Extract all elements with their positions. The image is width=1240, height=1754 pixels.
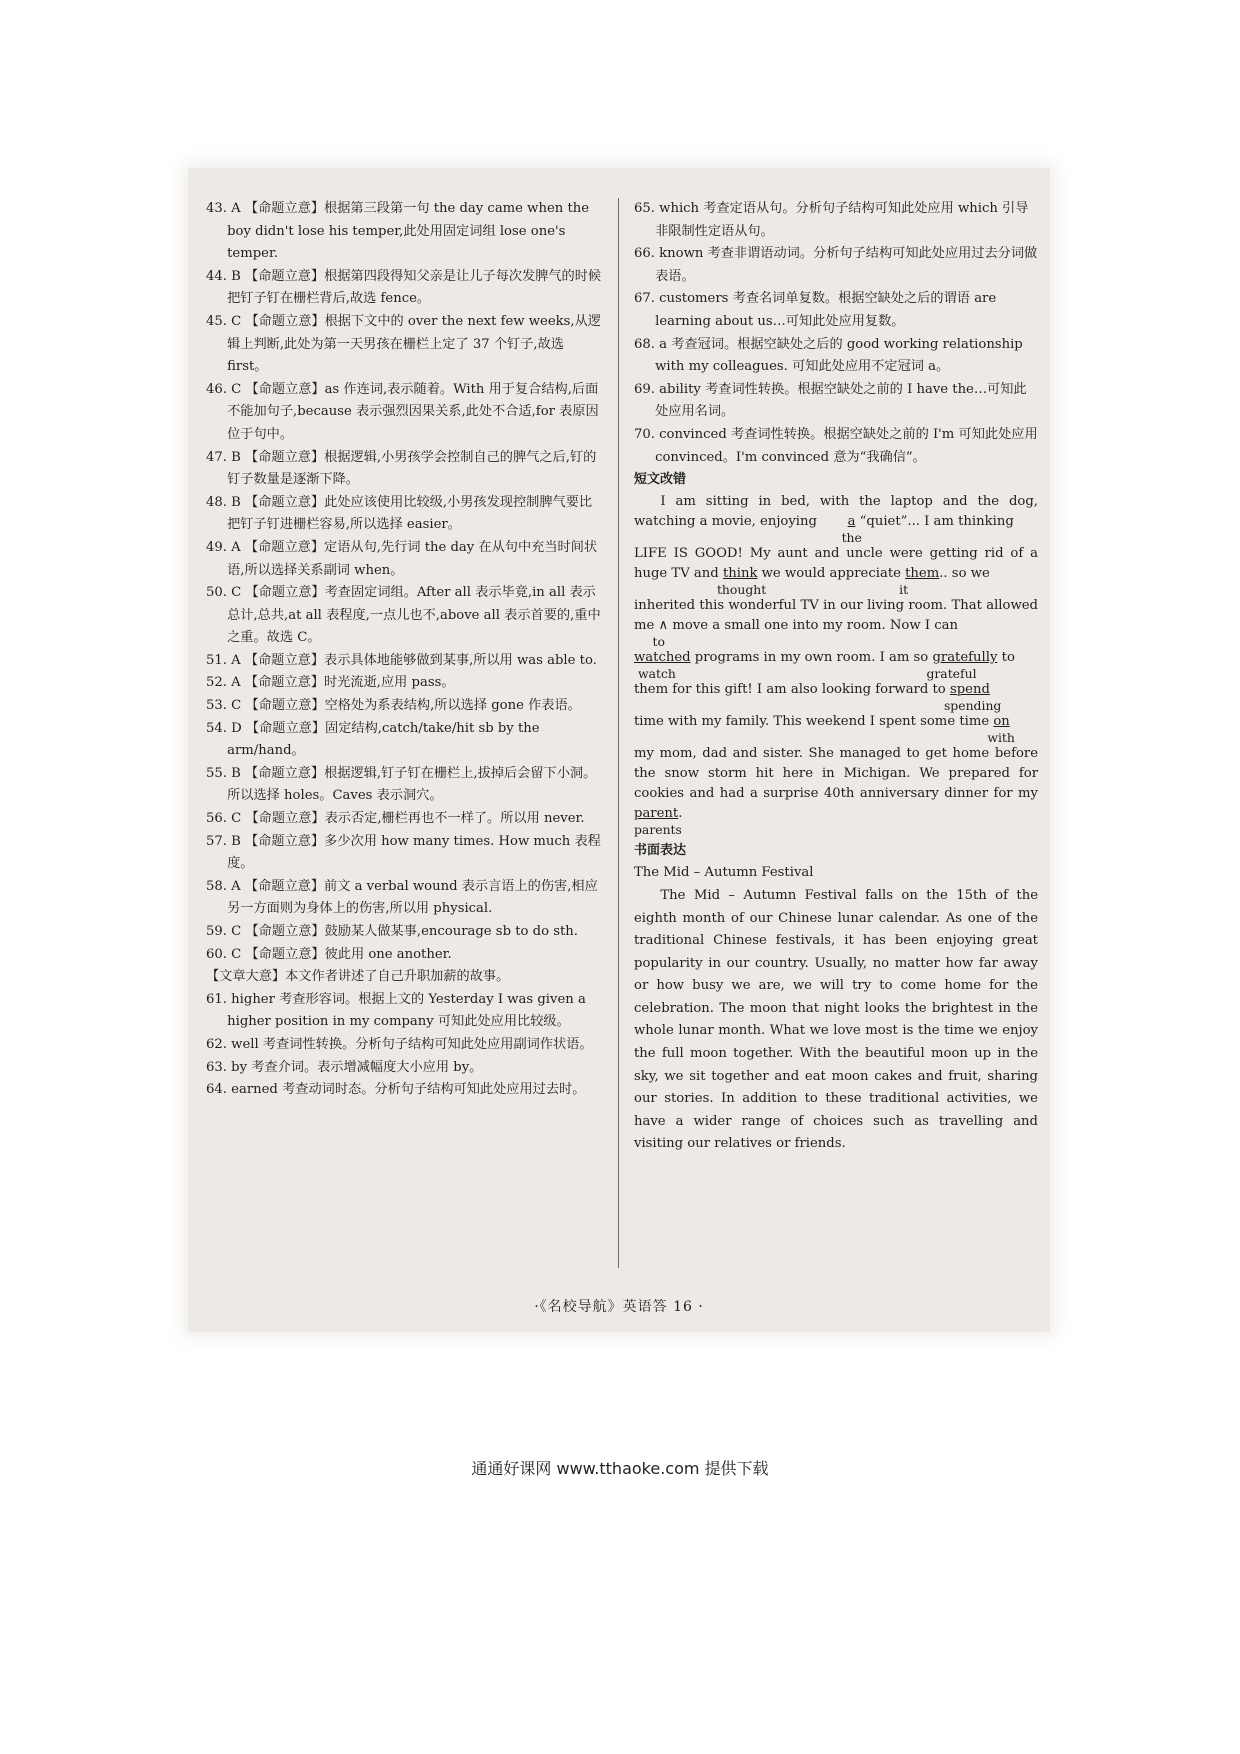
wrong-word: spend: [949, 681, 990, 697]
wrong-word: parent: [634, 805, 679, 821]
answer-item: 54. D 【命题立意】固定结构,catch/take/hit sb by the arm/hand。: [206, 720, 540, 759]
column-divider: [618, 198, 619, 1268]
answer-item: 52. A 【命题立意】时光流逝,应用 pass。: [206, 675, 455, 691]
answer-item: 43. A 【命题立意】根据第三段第一句 the day came when the boy didn't lose his temper,此处用固定词组 lose one's temper.: [206, 201, 590, 262]
answer-item: 62. well 考查词性转换。分析句子结构可知此处应用副词作状语。: [206, 1036, 593, 1052]
correction-line: inherited this wonderful TV in our living room. That allowed me ∧ to move a small one into my room. Now I can: [634, 596, 1038, 636]
answer-item: 65. which 考查定语从句。分析句子结构可知此处应用 which 引导非限制性定语从句。: [634, 201, 1029, 239]
answer-item: 55. B 【命题立意】根据逻辑,钉子钉在栅栏上,拔掉后会留下小洞。所以选择 holes。Caves 表示洞穴。: [206, 765, 597, 804]
right-column: [634, 198, 1038, 1156]
fix-word: the: [841, 529, 862, 545]
correction-line: my mom, dad and sister. She managed to get home before the snow storm hit here in Michigan. We prepared for cookies and had a surprise 40th anniversary dinner for my parent parents .: [634, 744, 1038, 824]
writing-heading: 书面表达: [634, 842, 687, 858]
left-column: [206, 198, 604, 1102]
wrong-word: on: [993, 713, 1010, 729]
answer-item: 47. B 【命题立意】根据逻辑,小男孩学会控制自己的脾气之后,钉的钉子数量是逐渐下降。: [206, 449, 597, 488]
answer-item: 60. C 【命题立意】彼此用 one another.: [206, 946, 452, 962]
download-note: 通通好课网 www.tthaoke.com 提供下载: [471, 1459, 769, 1478]
answer-item: 59. C 【命题立意】鼓励某人做某事,encourage sb to do sth.: [206, 924, 578, 939]
fix-word: watch: [638, 665, 676, 681]
answer-item: 49. A 【命题立意】定语从句,先行词 the day 在从句中充当时间状语,所以选择关系副词 when。: [206, 539, 598, 578]
essay-title: The Mid – Autumn Festival: [634, 865, 814, 881]
answer-item: 50. C 【命题立意】考查固定词组。After all 表示毕竟,in all 表示总计,总共,at all 表程度,一点儿也不,above all 表示首要的,重中之重。故选 C。: [206, 585, 601, 646]
answer-item: 45. C 【命题立意】根据下文中的 over the next few weeks,从逻辑上判断,此处为第一天男孩在栅栏上定了 37 个钉子,故选 first。: [206, 313, 601, 375]
page-footer: ·《名校导航》英语答 16 ·: [534, 1299, 704, 1315]
correction-line: I am sitting in bed, with the laptop and the dog, watching a movie, enjoying a the “quiet”... I am thinking: [634, 492, 1038, 532]
correction-line: time with my family. This weekend I spent some time on with: [634, 712, 1038, 732]
wrong-word: them: [905, 565, 940, 581]
fix-word: to: [652, 633, 665, 649]
answer-item: 64. earned 考查动词时态。分析句子结构可知此处应用过去时。: [206, 1082, 586, 1098]
correction-line: LIFE IS GOOD! My aunt and uncle were getting rid of a huge TV and think thought we would appreciate them it .. so we: [634, 544, 1038, 584]
answer-item: 53. C 【命题立意】空格处为系表结构,所以选择 gone 作表语。: [206, 698, 581, 714]
answer-item: 56. C 【命题立意】表示否定,栅栏再也不一样了。所以用 never.: [206, 811, 585, 827]
fix-word: thought: [716, 581, 767, 597]
answer-item: 70. convinced 考查词性转换。根据空缺处之前的 I'm 可知此处应用 convinced。I'm convinced 意为“我确信”。: [634, 426, 1038, 465]
fix-word: grateful: [926, 665, 977, 681]
fix-word: it: [899, 581, 909, 597]
wrong-word: gratefully: [932, 649, 998, 665]
answer-item: 68. a 考查冠词。根据空缺处之后的 good working relationship with my colleagues. 可知此处应用不定冠词 a。: [634, 336, 1023, 375]
wrong-word: think: [722, 565, 758, 581]
answer-item: 44. B 【命题立意】根据第四段得知父亲是让儿子每次发脾气的时候把钉子钉在栅栏背后,故选 fence。: [206, 268, 602, 307]
correction-line: them for this gift! I am also looking forward to spend spending: [634, 680, 1038, 700]
article-summary: 【文章大意】本文作者讲述了自己升职加薪的故事。: [206, 969, 510, 985]
fix-word: with: [987, 729, 1015, 745]
scanned-page: [188, 168, 1050, 1332]
answer-item: 67. customers 考查名词单复数。根据空缺处之后的谓语 are learning about us…可知此处应用复数。: [634, 291, 997, 329]
answer-item: 48. B 【命题立意】此处应该使用比较级,小男孩发现控制脾气要比把钉子钉进栅栏容易,所以选择 easier。: [206, 494, 593, 533]
correction-heading: 短文改错: [634, 472, 687, 488]
answer-item: 63. by 考查介词。表示增减幅度大小应用 by。: [206, 1059, 483, 1075]
answer-item: 58. A 【命题立意】前文 a verbal wound 表示言语上的伤害,相应另一方面则为身体上的伤害,所以用 physical.: [206, 878, 598, 917]
answer-item: 66. known 考查非谓语动词。分析句子结构可知此处应用过去分词做表语。: [634, 246, 1038, 284]
correction-line: watched watch programs in my own room. I am so gratefully grateful to: [634, 648, 1038, 668]
wrong-word: watched: [634, 649, 691, 665]
insert-mark: ∧: [658, 617, 669, 633]
answer-item: 46. C 【命题立意】as 作连词,表示随着。With 用于复合结构,后面不能加句子,because 表示强烈因果关系,此处不合适,for 表原因位于句中。: [206, 381, 599, 442]
correction-passage: [634, 492, 1038, 837]
answer-item: 57. B 【命题立意】多少次用 how many times. How much 表程度。: [206, 833, 601, 872]
answer-item: 61. higher 考查形容词。根据上文的 Yesterday I was given a higher position in my company 可知此处应用比较级。: [206, 991, 586, 1030]
fix-word: spending: [943, 697, 1002, 713]
wrong-word: a: [847, 513, 856, 529]
answer-item: 69. ability 考查词性转换。根据空缺处之前的 I have the…可知此处应用名词。: [634, 381, 1027, 420]
answer-item: 51. A 【命题立意】表示具体地能够做到某事,所以用 was able to.: [206, 652, 597, 668]
essay-body: The Mid – Autumn Festival falls on the 15th of the eighth month of our Chinese lunar calendar. As one of the traditional Chinese festivals, it has been enjoying great popularity in our country. Usually, no matter how far away or how busy we are, we will try to come home for the celebration. The moon that night looks the brightest in the whole lunar month. What we love most is the time we enjoy the full moon together. With the beautiful moon up in the sky, we sit together and eat moon cakes and fruit, sharing our stories. In addition to these traditional activities, we have a wider range of choices such as travelling and visiting our relatives or friends.: [634, 887, 1038, 1152]
fix-word: parents: [634, 821, 682, 837]
